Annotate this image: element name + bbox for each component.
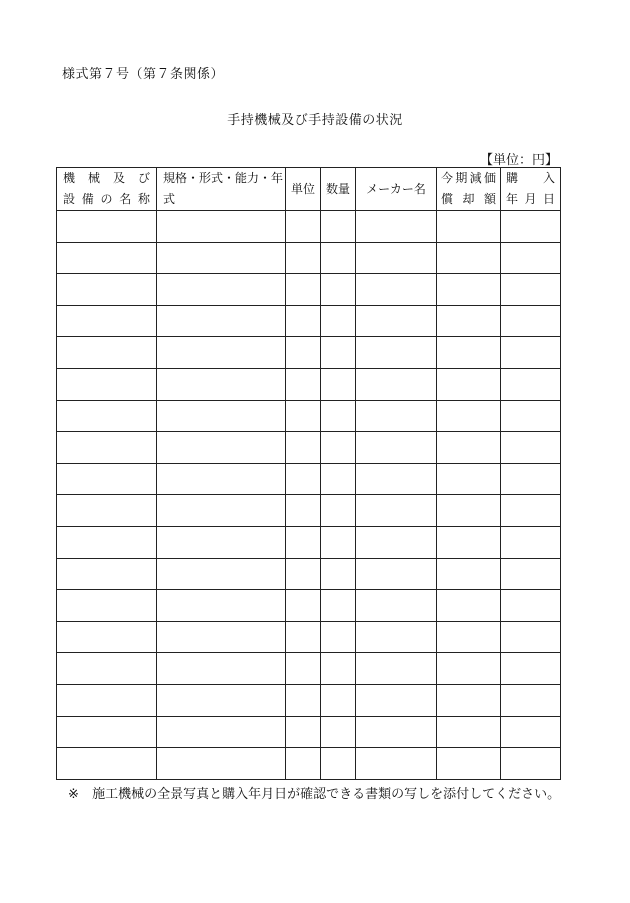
table-cell[interactable] <box>501 274 561 306</box>
table-cell[interactable] <box>501 432 561 464</box>
header-quantity: 数量 <box>321 168 356 211</box>
table-cell[interactable] <box>321 748 356 780</box>
table-cell[interactable] <box>57 432 157 464</box>
equipment-table <box>56 167 561 780</box>
table-cell[interactable] <box>321 716 356 748</box>
table-cell[interactable] <box>57 716 157 748</box>
table-cell[interactable] <box>57 305 157 337</box>
table-cell[interactable] <box>286 495 321 527</box>
table-cell[interactable] <box>321 274 356 306</box>
table-row <box>57 526 561 558</box>
table-cell[interactable] <box>321 305 356 337</box>
table-cell[interactable] <box>321 495 356 527</box>
header-purchase-char: 月 <box>524 192 537 206</box>
table-cell[interactable] <box>57 684 157 716</box>
table-cell[interactable] <box>286 337 321 369</box>
table-cell[interactable] <box>157 495 286 527</box>
table-cell[interactable] <box>321 653 356 685</box>
table-cell[interactable] <box>57 337 157 369</box>
table-cell[interactable] <box>356 400 437 432</box>
table-cell[interactable] <box>286 748 321 780</box>
table-cell[interactable] <box>356 590 437 622</box>
table-cell[interactable] <box>437 558 501 590</box>
header-maker: メーカー名 <box>356 168 437 211</box>
table-cell[interactable] <box>501 621 561 653</box>
table-cell[interactable] <box>57 274 157 306</box>
table-header-row <box>57 168 561 211</box>
table-row <box>57 337 561 369</box>
table-cell[interactable] <box>437 716 501 748</box>
table-cell[interactable] <box>321 526 356 558</box>
table-cell[interactable] <box>356 463 437 495</box>
table-cell[interactable] <box>157 748 286 780</box>
document-title: 手持機械及び手持設備の状況 <box>227 113 403 128</box>
table-cell[interactable] <box>157 432 286 464</box>
table-cell[interactable] <box>501 748 561 780</box>
table-cell[interactable] <box>321 211 356 243</box>
table-cell[interactable] <box>157 558 286 590</box>
unit-note: 【単位：円】 <box>479 153 558 168</box>
table-cell[interactable] <box>501 400 561 432</box>
table-cell[interactable] <box>437 305 501 337</box>
table-cell[interactable] <box>321 621 356 653</box>
table-cell[interactable] <box>437 621 501 653</box>
table-cell[interactable] <box>356 274 437 306</box>
header-purchase-date-line1 <box>506 168 555 189</box>
table-cell[interactable] <box>356 526 437 558</box>
table-cell[interactable] <box>437 653 501 685</box>
header-purchase-char: 日 <box>542 192 555 206</box>
table-row <box>57 211 561 243</box>
table-cell[interactable] <box>356 432 437 464</box>
table-cell[interactable] <box>57 211 157 243</box>
table-cell[interactable] <box>501 463 561 495</box>
table-row <box>57 653 561 685</box>
table-cell[interactable] <box>286 432 321 464</box>
table-cell[interactable] <box>157 368 286 400</box>
footnote-text: 施工機械の全景写真と購入年月日が確認できる書類の写しを添付してください。 <box>92 787 561 802</box>
table-cell[interactable] <box>157 684 286 716</box>
table-cell[interactable] <box>501 558 561 590</box>
header-purchase-char: 購 <box>506 171 519 185</box>
header-purchase-char: 入 <box>542 171 555 185</box>
table-cell[interactable] <box>356 242 437 274</box>
table-cell[interactable] <box>501 526 561 558</box>
table-cell[interactable] <box>157 242 286 274</box>
header-equipment-name-line2: 設備の名称 <box>63 192 150 206</box>
footnote <box>68 783 560 802</box>
table-row <box>57 274 561 306</box>
table-cell[interactable] <box>157 337 286 369</box>
table-cell[interactable] <box>437 274 501 306</box>
table-cell[interactable] <box>286 558 321 590</box>
header-equipment-name-line1: 機械及び <box>63 171 150 185</box>
table-row <box>57 495 561 527</box>
table-row <box>57 684 561 716</box>
table-cell[interactable] <box>57 526 157 558</box>
table-cell[interactable] <box>356 716 437 748</box>
table-cell[interactable] <box>321 558 356 590</box>
table-cell[interactable] <box>437 463 501 495</box>
table-cell[interactable] <box>437 211 501 243</box>
header-equipment-name <box>57 168 157 211</box>
table-row <box>57 748 561 780</box>
table-body <box>57 211 561 780</box>
table-cell[interactable] <box>356 558 437 590</box>
table-cell[interactable] <box>57 621 157 653</box>
table-cell[interactable] <box>57 495 157 527</box>
form-number: 様式第７号（第７条関係） <box>62 67 225 82</box>
table-cell[interactable] <box>286 716 321 748</box>
table-cell[interactable] <box>157 400 286 432</box>
table-cell[interactable] <box>57 368 157 400</box>
table-cell[interactable] <box>437 337 501 369</box>
table-row <box>57 590 561 622</box>
table-cell[interactable] <box>157 211 286 243</box>
table-cell[interactable] <box>57 242 157 274</box>
table-cell[interactable] <box>437 242 501 274</box>
table-cell[interactable] <box>57 748 157 780</box>
table-cell[interactable] <box>286 211 321 243</box>
table-cell[interactable] <box>286 590 321 622</box>
table-cell[interactable] <box>501 716 561 748</box>
table-row <box>57 368 561 400</box>
table-cell[interactable] <box>437 526 501 558</box>
header-purchase-char: 年 <box>506 192 519 206</box>
header-depreciation-line2: 償却額 <box>441 192 496 206</box>
table-cell[interactable] <box>286 463 321 495</box>
table-cell[interactable] <box>321 684 356 716</box>
header-spec <box>157 168 286 211</box>
table-cell[interactable] <box>286 242 321 274</box>
table-cell[interactable] <box>321 337 356 369</box>
table-cell[interactable] <box>321 463 356 495</box>
table-cell[interactable] <box>286 621 321 653</box>
table-cell[interactable] <box>356 337 437 369</box>
table-cell[interactable] <box>321 242 356 274</box>
table-cell[interactable] <box>57 653 157 685</box>
table-cell[interactable] <box>356 368 437 400</box>
table-cell[interactable] <box>501 337 561 369</box>
table-cell[interactable] <box>157 590 286 622</box>
table-cell[interactable] <box>437 748 501 780</box>
table-cell[interactable] <box>286 305 321 337</box>
table-cell[interactable] <box>356 495 437 527</box>
table-cell[interactable] <box>437 400 501 432</box>
header-spec-line2: 式 <box>163 192 176 206</box>
table-cell[interactable] <box>437 495 501 527</box>
header-unit: 単位 <box>286 168 321 211</box>
table-cell[interactable] <box>286 274 321 306</box>
table-row <box>57 400 561 432</box>
table-cell[interactable] <box>501 590 561 622</box>
table-cell[interactable] <box>356 653 437 685</box>
table-cell[interactable] <box>437 432 501 464</box>
table-cell[interactable] <box>501 653 561 685</box>
table-cell[interactable] <box>501 495 561 527</box>
table-cell[interactable] <box>57 400 157 432</box>
table-cell[interactable] <box>321 400 356 432</box>
table-cell[interactable] <box>501 684 561 716</box>
table-cell[interactable] <box>501 305 561 337</box>
table-cell[interactable] <box>157 274 286 306</box>
table-cell[interactable] <box>286 368 321 400</box>
table-row <box>57 242 561 274</box>
table-cell[interactable] <box>356 305 437 337</box>
footnote-mark: ※ <box>68 787 79 802</box>
table-cell[interactable] <box>321 432 356 464</box>
header-spec-line1: 規格・形式・能力・年 <box>163 171 284 185</box>
table-cell[interactable] <box>286 526 321 558</box>
table-cell[interactable] <box>157 463 286 495</box>
table-cell[interactable] <box>286 684 321 716</box>
table-cell[interactable] <box>157 621 286 653</box>
table-row <box>57 432 561 464</box>
table-cell[interactable] <box>356 748 437 780</box>
table-cell[interactable] <box>321 590 356 622</box>
table-cell[interactable] <box>157 653 286 685</box>
header-purchase-date <box>501 168 561 211</box>
table-cell[interactable] <box>157 305 286 337</box>
table-cell[interactable] <box>356 211 437 243</box>
table-cell[interactable] <box>57 463 157 495</box>
header-depreciation-line1: 今期減価 <box>441 171 496 185</box>
table-row <box>57 716 561 748</box>
table-cell[interactable] <box>321 368 356 400</box>
table-cell[interactable] <box>356 684 437 716</box>
table-cell[interactable] <box>501 368 561 400</box>
table-cell[interactable] <box>286 653 321 685</box>
table-cell[interactable] <box>57 558 157 590</box>
table-row <box>57 305 561 337</box>
table-cell[interactable] <box>356 621 437 653</box>
table-cell[interactable] <box>57 590 157 622</box>
table-cell[interactable] <box>437 684 501 716</box>
table-cell[interactable] <box>157 526 286 558</box>
table-cell[interactable] <box>501 211 561 243</box>
table-row <box>57 463 561 495</box>
table-row <box>57 621 561 653</box>
header-depreciation <box>437 168 501 211</box>
header-purchase-date-line2 <box>506 189 555 210</box>
table-cell[interactable] <box>437 590 501 622</box>
table-cell[interactable] <box>286 400 321 432</box>
table-cell[interactable] <box>437 368 501 400</box>
table-cell[interactable] <box>501 242 561 274</box>
table-row <box>57 558 561 590</box>
table-cell[interactable] <box>157 716 286 748</box>
